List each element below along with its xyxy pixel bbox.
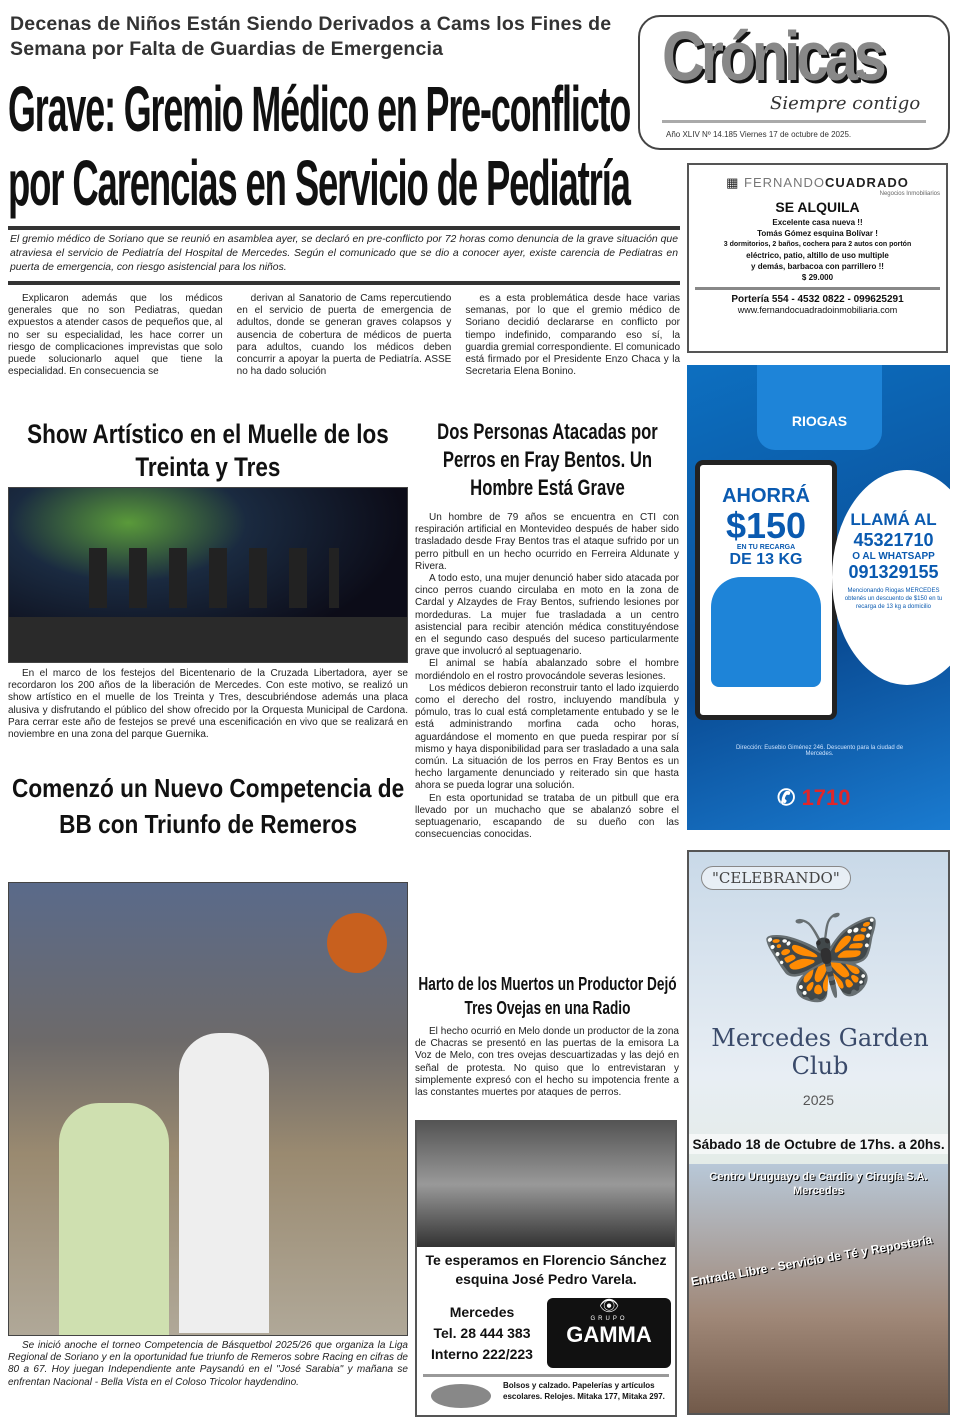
basketball-icon [327,913,387,973]
sheep-headline-box [415,972,680,1022]
ad-city: Mercedes [449,1304,515,1320]
short-number: ✆ 1710 [777,785,851,810]
main-story-columns [8,293,680,378]
basketball-headline-box [8,770,408,878]
event-venue: Centro Uruguayo de Cardio y Cirugía S.A. Mercedes [709,1171,928,1197]
riogas-footer: Dirección: Eusebio Giménez 246. Descuento para la ciudad de Mercedes. [735,745,904,757]
paragraph: Un hombre de 79 años se encuentra en CTI con respiración artificial en Montevideo después de haber sido trasladado desde Fray Bentos tras el ataque sufrido por un perro pitbull en un hecho ocurrido en Ferreira Aldunate y Rivera. [415,512,679,572]
phone-icon: ✆ [777,785,796,810]
ad-celebrando[interactable] [687,850,950,1415]
ad-tag: "CELEBRANDO" [701,866,851,890]
divider [662,120,926,123]
headline-line-2: por Carencias en Servicio de Pediatría [8,147,630,219]
lead-paragraph: El gremio médico de Soriano que se reunió en asamblea ayer, se declaró en pre-conflicto por 72 horas como denuncia de la grave situación que atraviesa el servicio de Pediatría del Hospital de Mercedes. Según el comunicado que se dio a conocer ayer, existe carencia de Pediatras en puerta de emergencia, con riesgo asistencial para los niños. [10,234,678,273]
show-caption: En el marco de los festejos del Bicentenario de la Cruzada Libertadora, ayer se recordaron los 200 años de la liberación de Mercedes. Con este motivo, se realizó un show artístico en el muelle de los Treinta y Tres, descubriéndose además una placa alusiva y disfrutando el público del show ofrecido por la Orquesta Municipal de Cardona. Para cerrar este año de festejos se prevé una escenificación en vivo que se realizará en noviembre en una zona del parque Guernika. [8,668,408,741]
dogs-headline-box [415,418,680,504]
ad-line: Excelente casa nueva !! [772,218,863,227]
ad-gamma[interactable] [415,1120,677,1417]
basketball-caption: Se inició anoche el torneo Competencia de Básquetbol 2025/26 que organiza la Liga Regional de Soriano y en la oportunidad fue triunfo de Remeros sobre Racing en cifras de 80 a 67. Hoy juegan Independiente ante Paysandú en el "José Sarabia" y mañana se enfrentan Nacional - Bella Vista en el Coloso Tricolor haydendino. [8,1340,408,1388]
ad-riogas[interactable] [687,365,950,830]
dogs-headline: Dos Personas Atacadas por Perros en Fray Bentos. Un Hombre Está Grave [437,419,658,500]
club-name: Mercedes Garden Club [711,1024,929,1080]
butterfly-icon: 🦋 [759,899,884,1011]
ad-brand: ▦ FERNANDOCUADRADO [726,175,909,190]
headline-line-1: Grave: Gremio Médico en Pre-conflicto [8,73,631,145]
eye-icon: 👁 [598,1298,620,1315]
sheep-story: El hecho ocurrió en Melo donde un productor de la zona de Chacras se presentó en las puertas de la emisora La Voz de Melo, con tres ovejas descuartizadas y las dejó en señal de protesta. No quiso que lo entrevistaran y simplemente expresó con el hecho su impotencia frente a las constantes muertes por ataques de perros. [415,1026,679,1099]
divider [8,226,680,230]
event-date: Sábado 18 de Octubre de 17hs. a 20hs. [692,1136,945,1152]
divider [8,281,680,285]
paragraph: En esta oportunidad se trataba de un pitbull que era llevado por un muchacho que se abalanzó sobre el septuagenario, escapando de su dueño con las consecuencias conocidas. [415,792,679,841]
event-photo [689,1164,948,1415]
ad-website[interactable]: www.fernandocuadradoinmobiliaria.com [737,305,898,315]
event-entry: Entrada Libre - Servicio de Té y Repostería [689,1232,934,1289]
promo-text: Mencionando Riogas MERCEDES obtenés un descuento de $150 en tu recarga de 13 kg a domicilio [844,588,943,610]
store-photo [417,1122,675,1247]
main-headline [8,72,633,220]
kicker-headline: Decenas de Niños Están Siendo Derivados a Cams los Fines de Semana por Falta de Guardias de Emergencia [10,13,612,60]
ad-title: SE ALQUILA [775,199,860,215]
gamma-logo: 👁 GRUPO GAMMA [547,1298,671,1368]
show-headline: Show Artístico en el Muelle de los Treinta y Tres [27,419,389,482]
ad-line: eléctrico, patio, altillo de uso multiple [746,251,889,260]
paragraph: A todo esto, una mujer denunció haber sido atacada por cinco perros cuando circulaba en moto en la zona de Cardal y Alzaydes de Fray Bentos, sufriendo lesiones por mordeduras. La mujer fue trasladada a un centro asistencial para recibir atención médica constituyéndose en el segundo caso después del suceso particularmente grave que involucró al septuagenario. [415,573,679,658]
paragraph: Los médicos debieron reconstruir tanto el lado izquierdo como el derecho del rostro, incluyendo mandíbula y pómulo, tras lo cual está completamente entubado y se le está administrando morfina cada ocho horas, aguardándose el momento en que pueda respirar por sí mismo y haya disponibilidad para ser trasladado a una sala común. La situación de los perros en Fray Bentos es un hecho largamente denunciado y reiterado sin que hasta ahora se pueda lograr una solución. [415,682,679,792]
ad-line: y demás, barbacoa con parrillero !! [751,262,884,271]
dogs-story [415,512,679,841]
show-headline-box [8,418,408,484]
ad-phone: Tel. 28 444 383 [433,1325,531,1341]
call-phone: 45321710 [853,530,934,550]
divider [695,287,940,290]
ad-price: $ 29.000 [801,273,834,282]
gas-cylinder-icon [711,577,821,687]
whatsapp-label: O AL WHATSAPP [852,551,935,562]
ad-phones: Portería 554 - 4532 0822 - 099625291 [731,294,904,305]
column-text: es a esta problemática desde hace varias semanas, por lo que el gremio médico de Soriano decidió declararse en conflicto por tiempo indefinido, comparando eso sí, la guardia gremial correspondiente. El comunicado está firmado por el Presidente Enzo Chaca y la Secretaria Elena Bonino. [465,293,681,378]
paragraph: El animal se había abalanzado sobre el hombre mordiéndolo en el rostro provocándole severas lesiones. [415,658,679,682]
brand-subtitle: Negocios Inmobiliarios [879,191,940,197]
logo-name: Crónicas [662,17,883,95]
ad-address: Te esperamos en Florencio Sánchez esquina José Pedro Varela. [425,1252,667,1287]
phone-graphic: AHORRÁ $150 EN TU RECARGA DE 13 KG [695,460,837,720]
basketball-photo [8,882,408,1336]
ad-year: 2025 [802,1092,835,1108]
newspaper-logo [638,15,950,150]
basketball-headline: Comenzó un Nuevo Competencia de BB con Triunfo de Remeros [12,773,405,839]
ad-extension: Interno 222/223 [431,1346,533,1362]
shoes-icon [431,1384,491,1408]
ad-real-estate[interactable] [687,163,948,353]
ad-footer: Bolsos y calzado. Papelerías y artículos escolares. Relojes. Mitaka 177, Mitaka 297. [503,1381,665,1401]
logo-tagline: Siempre contigo [770,93,921,114]
ad-line: 3 dormitorios, 2 baños, cochera para 2 autos con portón [723,241,912,248]
riogas-logo: RIOGAS [757,365,882,450]
issue-date: Año XLIV Nº 14.185 Viernes 17 de octubre de 2025. [666,130,852,139]
column-text: derivan al Sanatorio de Cams repercutiendo en el servicio de puerta de emergencia de adultos, donde se generan graves colapsos y ausencia de cobertura de médicos de puerta para adultos, cuando los médicos deben concurrir a apoyar la puerta de Pediatría. ASSE no ha dado solución [236,293,452,378]
whatsapp-number: 091329155 [848,562,939,582]
house-icon: ▦ [726,175,745,190]
column-text: Explicaron además que los médicos generales que no son Pediatras, quedan expuestos a atender casos de pequeños que, al no ser su especialidad, les hace correr un riesgo de complicaciones imprevistas que solo puede solucionarlo aquel que tiene la especialidad. En consecuencia se [8,293,223,378]
ad-line: Tomás Gómez esquina Bolívar ! [757,229,878,238]
call-label: LLAMÁ AL [850,510,937,529]
sheep-headline: Harto de los Muertos un Productor Dejó Tres Ovejas en una Radio [418,974,677,1018]
concert-photo [8,487,408,663]
